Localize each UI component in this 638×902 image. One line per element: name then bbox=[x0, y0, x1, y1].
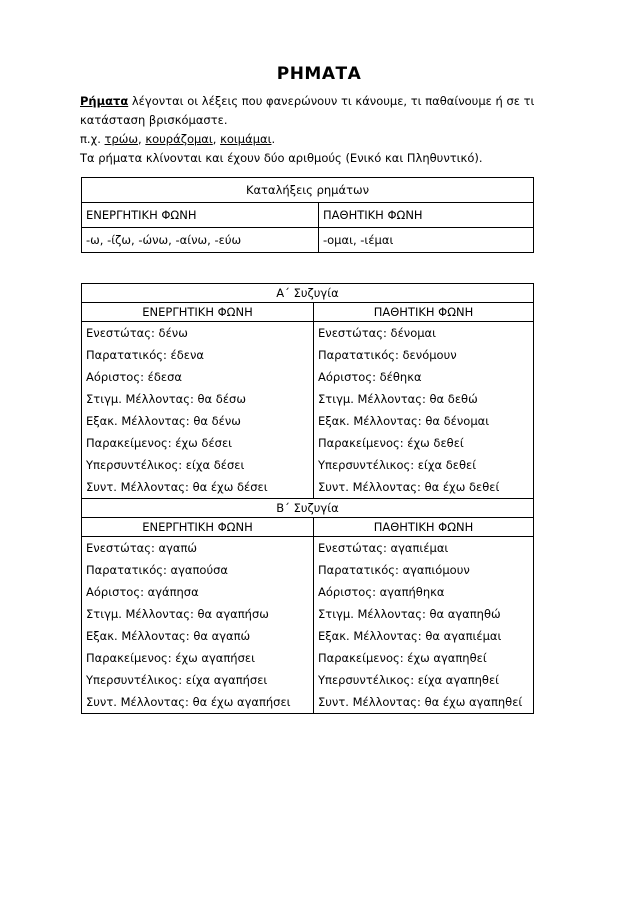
passive-tense-cell: Ενεστώτας: αγαπιέμαι bbox=[314, 537, 534, 560]
endings-active-values: -ω, -ίζω, -ώνω, -αίνω, -εύω bbox=[82, 228, 319, 253]
active-tense-cell: Εξακ. Μέλλοντας: θα δένω bbox=[82, 410, 314, 432]
tense-row bbox=[82, 344, 534, 366]
examples-end: . bbox=[271, 132, 276, 146]
active-tense-cell: Παρακείμενος: έχω δέσει bbox=[82, 432, 314, 454]
passive-tense-cell: Παρακείμενος: έχω δεθεί bbox=[314, 432, 534, 454]
passive-tense-cell: Εξακ. Μέλλοντας: θα δένομαι bbox=[314, 410, 534, 432]
conjugation-title: Α΄ Συζυγία bbox=[82, 284, 534, 303]
tense-row bbox=[82, 603, 534, 625]
passive-tense-cell: Αόριστος: αγαπήθηκα bbox=[314, 581, 534, 603]
active-tense-cell: Συντ. Μέλλοντας: θα έχω αγαπήσει bbox=[82, 691, 314, 714]
passive-tense-cell: Παρακείμενος: έχω αγαπηθεί bbox=[314, 647, 534, 669]
endings-passive-values: -ομαι, -ιέμαι bbox=[319, 228, 534, 253]
active-tense-cell: Παρατατικός: αγαπούσα bbox=[82, 559, 314, 581]
page-title: ΡΗΜΑΤΑ bbox=[276, 64, 362, 84]
passive-tense-cell: Εξακ. Μέλλοντας: θα αγαπιέμαι bbox=[314, 625, 534, 647]
examples-separator: , bbox=[212, 132, 221, 146]
endings-active-label: ΕΝΕΡΓΗΤΙΚΗ ΦΩΝΗ bbox=[82, 203, 319, 228]
passive-tense-cell: Υπερσυντέλικος: είχα αγαπηθεί bbox=[314, 669, 534, 691]
active-voice-header: ΕΝΕΡΓΗΤΙΚΗ ΦΩΝΗ bbox=[82, 303, 314, 322]
passive-tense-cell: Αόριστος: δέθηκα bbox=[314, 366, 534, 388]
active-tense-cell: Αόριστος: αγάπησα bbox=[82, 581, 314, 603]
tense-row bbox=[82, 322, 534, 345]
active-tense-cell: Υπερσυντέλικος: είχα δέσει bbox=[82, 454, 314, 476]
examples-separator: , bbox=[138, 132, 146, 146]
active-tense-cell: Συντ. Μέλλοντας: θα έχω δέσει bbox=[82, 476, 314, 499]
active-tense-cell: Αόριστος: έδεσα bbox=[82, 366, 314, 388]
active-voice-header: ΕΝΕΡΓΗΤΙΚΗ ΦΩΝΗ bbox=[82, 518, 314, 537]
active-tense-cell: Παρατατικός: έδενα bbox=[82, 344, 314, 366]
active-tense-cell: Στιγμ. Μέλλοντας: θα δέσω bbox=[82, 388, 314, 410]
passive-tense-cell: Ενεστώτας: δένομαι bbox=[314, 322, 534, 345]
passive-tense-cell: Παρατατικός: αγαπιόμουν bbox=[314, 559, 534, 581]
tense-row bbox=[82, 669, 534, 691]
examples-prefix: π.χ. bbox=[80, 132, 105, 146]
tense-row bbox=[82, 432, 534, 454]
intro-text bbox=[80, 92, 560, 168]
endings-passive-label: ΠΑΘΗΤΙΚΗ ΦΩΝΗ bbox=[319, 203, 534, 228]
tense-row bbox=[82, 559, 534, 581]
passive-tense-cell: Συντ. Μέλλοντας: θα έχω αγαπηθεί bbox=[314, 691, 534, 714]
definition-text: λέγονται οι λέξεις που φανερώνουν τι κάνουμε, τι παθαίνουμε ή σε τι bbox=[128, 94, 535, 108]
tense-row bbox=[82, 476, 534, 499]
passive-tense-cell: Στιγμ. Μέλλοντας: θα αγαπηθώ bbox=[314, 603, 534, 625]
active-tense-cell: Ενεστώτας: δένω bbox=[82, 322, 314, 345]
passive-voice-header: ΠΑΘΗΤΙΚΗ ΦΩΝΗ bbox=[314, 303, 534, 322]
example-word: κουράζομαι bbox=[145, 132, 213, 146]
active-tense-cell: Εξακ. Μέλλοντας: θα αγαπώ bbox=[82, 625, 314, 647]
example-word: τρώω bbox=[104, 132, 139, 146]
intro-examples bbox=[80, 130, 560, 149]
active-tense-cell: Ενεστώτας: αγαπώ bbox=[82, 537, 314, 560]
passive-tense-cell: Συντ. Μέλλοντας: θα έχω δεθεί bbox=[314, 476, 534, 499]
tense-row bbox=[82, 366, 534, 388]
tense-row bbox=[82, 625, 534, 647]
tense-row bbox=[82, 410, 534, 432]
active-tense-cell: Στιγμ. Μέλλοντας: θα αγαπήσω bbox=[82, 603, 314, 625]
active-tense-cell: Παρακείμενος: έχω αγαπήσει bbox=[82, 647, 314, 669]
passive-tense-cell: Στιγμ. Μέλλοντας: θα δεθώ bbox=[314, 388, 534, 410]
passive-tense-cell: Υπερσυντέλικος: είχα δεθεί bbox=[314, 454, 534, 476]
example-word: κοιμάμαι bbox=[220, 132, 272, 146]
endings-table bbox=[81, 177, 534, 253]
endings-header: Καταλήξεις ρημάτων bbox=[82, 178, 534, 203]
tense-row bbox=[82, 388, 534, 410]
passive-voice-header: ΠΑΘΗΤΙΚΗ ΦΩΝΗ bbox=[314, 518, 534, 537]
tense-row bbox=[82, 691, 534, 714]
tense-row bbox=[82, 537, 534, 560]
passive-tense-cell: Παρατατικός: δενόμουν bbox=[314, 344, 534, 366]
intro-numbers: Τα ρήματα κλίνονται και έχουν δύο αριθμούς (Ενικό και Πληθυντικό). bbox=[80, 151, 483, 165]
intro-definition bbox=[80, 92, 560, 111]
active-tense-cell: Υπερσυντέλικος: είχα αγαπήσει bbox=[82, 669, 314, 691]
tense-row bbox=[82, 647, 534, 669]
tense-row bbox=[82, 581, 534, 603]
conjugation-title: Β΄ Συζυγία bbox=[82, 499, 534, 518]
conjugation-table bbox=[81, 283, 534, 714]
tense-row bbox=[82, 454, 534, 476]
definition-term: Ρήματα bbox=[80, 94, 129, 108]
intro-definition-continued: κατάσταση βρισκόμαστε. bbox=[80, 113, 228, 127]
